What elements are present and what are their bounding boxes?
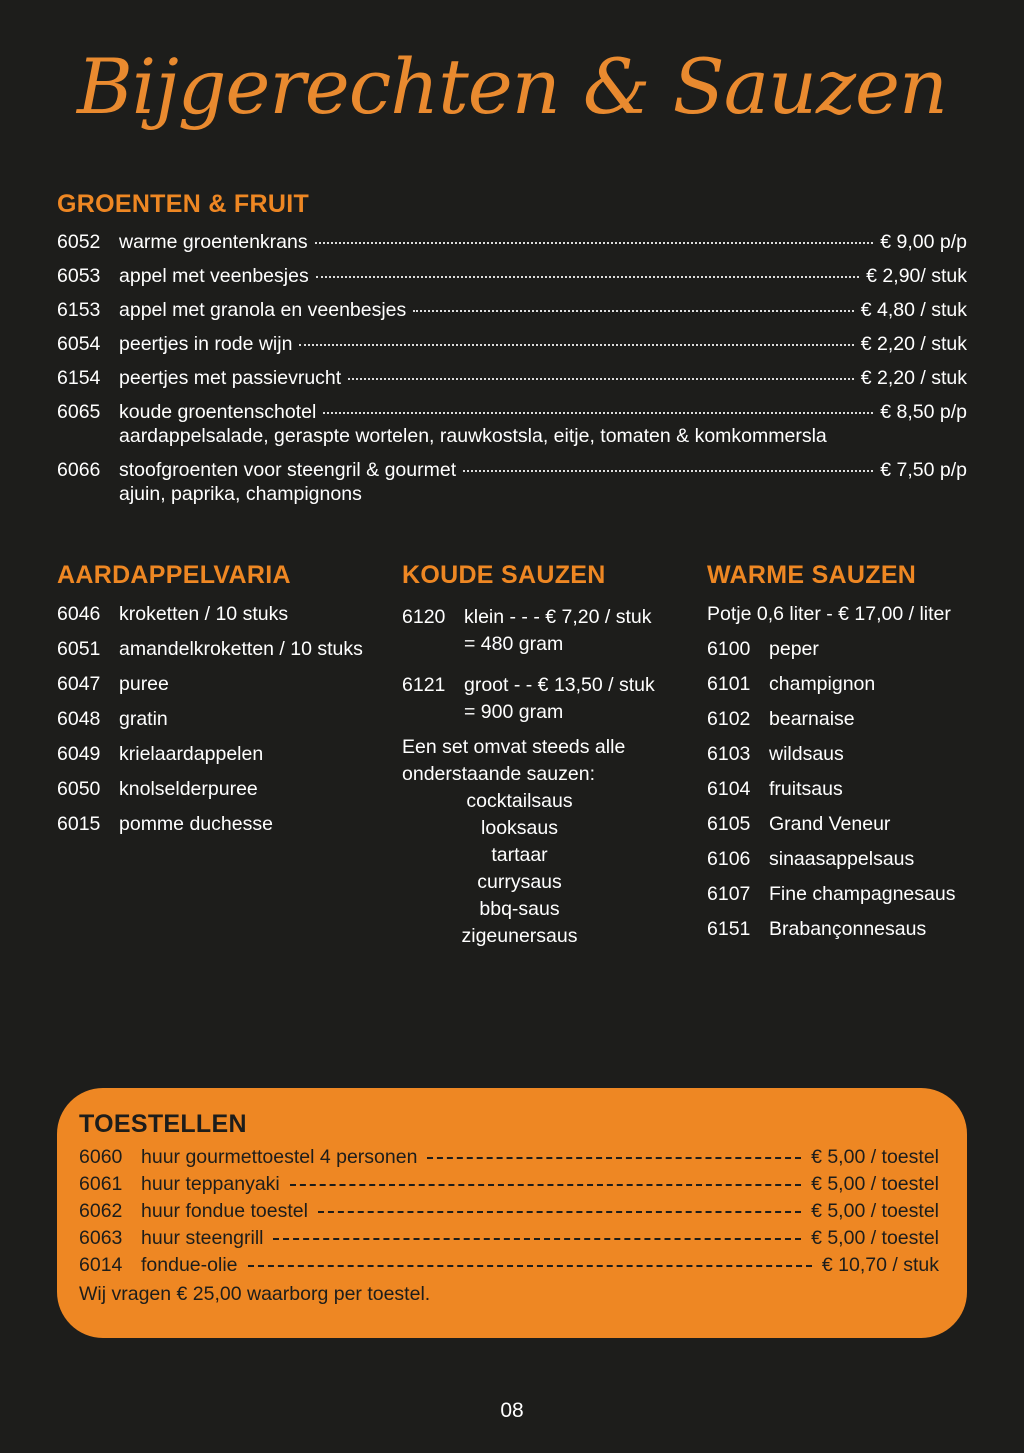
item-name: warme groentenkrans — [119, 231, 308, 253]
section-heading: KOUDE SAUZEN — [402, 561, 606, 589]
page-title: Bijgerechten & Sauzen — [77, 42, 947, 131]
item-code: 6050 — [57, 778, 101, 800]
price-intro: Potje 0,6 liter - € 17,00 / liter — [707, 603, 951, 625]
section-aardappelvaria — [57, 561, 402, 950]
dotted-leader — [348, 378, 854, 380]
item-code: 6060 — [79, 1146, 123, 1168]
item-code: 6047 — [57, 673, 101, 695]
menu-item — [707, 849, 967, 870]
item-name: peertjes met passievrucht — [119, 367, 342, 389]
item-code: 6103 — [707, 743, 751, 765]
dotted-leader — [323, 412, 873, 414]
section-koude-sauzen — [402, 561, 707, 950]
item-name: Grand Veneur — [769, 813, 891, 835]
menu-item — [57, 639, 402, 660]
three-column-section — [57, 561, 967, 950]
item-code: 6049 — [57, 743, 101, 765]
item-description: ajuin, paprika, champignons — [119, 483, 362, 505]
item-code: 6153 — [57, 299, 101, 321]
menu-item — [57, 814, 402, 835]
menu-item — [57, 232, 967, 253]
item-name: koude groentenschotel — [119, 401, 317, 423]
menu-item — [707, 779, 967, 800]
item-name: groot - - € 13,50 / stuk — [464, 674, 655, 696]
dashed-leader — [318, 1211, 801, 1213]
dashed-leader — [273, 1238, 801, 1240]
item-name: Brabançonnesaus — [769, 918, 927, 940]
dashed-leader — [427, 1157, 801, 1159]
item-code: 6063 — [79, 1227, 123, 1249]
item-price: € 2,20 / stuk — [860, 333, 967, 355]
item-name: gratin — [119, 708, 168, 730]
item-code: 6051 — [57, 638, 101, 660]
item-name: Fine champagnesaus — [769, 883, 956, 905]
item-name: huur teppanyaki — [141, 1173, 280, 1195]
item-name: champignon — [769, 673, 876, 695]
menu-item — [57, 604, 402, 625]
item-detail — [464, 672, 655, 726]
dashed-leader — [290, 1184, 801, 1186]
menu-item — [57, 460, 967, 481]
item-code: 6100 — [707, 638, 751, 660]
menu-item — [57, 744, 402, 765]
item-name: klein - - - € 7,20 / stuk — [464, 606, 652, 628]
section-warme-sauzen — [707, 561, 967, 950]
menu-item — [57, 402, 967, 423]
dotted-leader — [413, 310, 853, 312]
dotted-leader — [463, 470, 873, 472]
item-name: kroketten / 10 stuks — [119, 603, 289, 625]
menu-item — [707, 919, 967, 940]
menu-item — [707, 884, 967, 905]
item-price: € 8,50 p/p — [880, 401, 967, 423]
item-code: 6046 — [57, 603, 101, 625]
sauce-item: looksaus — [481, 817, 558, 839]
sauce-item: zigeunersaus — [461, 925, 578, 947]
dotted-leader — [299, 344, 853, 346]
item-price: € 2,20 / stuk — [860, 367, 967, 389]
menu-item — [707, 814, 967, 835]
item-price: € 5,00 / toestel — [811, 1173, 939, 1195]
menu-item — [707, 709, 967, 730]
item-name: sinaasappelsaus — [769, 848, 915, 870]
item-name: peper — [769, 638, 819, 660]
sauce-set-note: Een set omvat steeds alle onderstaande sauzen: — [402, 736, 626, 785]
item-name: amandelkroketten / 10 stuks — [119, 638, 363, 660]
sauce-item: bbq-saus — [479, 898, 560, 920]
item-weight: = 900 gram — [464, 701, 564, 723]
item-code: 6061 — [79, 1173, 123, 1195]
section-heading: AARDAPPELVARIA — [57, 561, 291, 589]
item-code: 6151 — [707, 918, 751, 940]
section-toestellen — [57, 1088, 967, 1338]
menu-item — [57, 300, 967, 321]
item-code: 6102 — [707, 708, 751, 730]
item-name: krielaardappelen — [119, 743, 264, 765]
item-name: bearnaise — [769, 708, 855, 730]
item-weight: = 480 gram — [464, 633, 564, 655]
dashed-leader — [248, 1265, 812, 1267]
item-code: 6062 — [79, 1200, 123, 1222]
item-detail — [464, 604, 652, 658]
sauce-item: cocktailsaus — [466, 790, 573, 812]
item-name: appel met granola en veenbesjes — [119, 299, 407, 321]
menu-item — [79, 1201, 939, 1222]
menu-item — [57, 266, 967, 287]
item-code: 6121 — [402, 674, 446, 696]
item-name: puree — [119, 673, 169, 695]
menu-item — [402, 604, 707, 658]
item-code: 6101 — [707, 673, 751, 695]
menu-item — [57, 368, 967, 389]
item-name: appel met veenbesjes — [119, 265, 309, 287]
section-heading: GROENTEN & FRUIT — [57, 190, 310, 218]
item-code: 6066 — [57, 459, 101, 481]
item-description: aardappelsalade, geraspte wortelen, rauwkostsla, eitje, tomaten & komkommersla — [119, 425, 827, 447]
item-code: 6015 — [57, 813, 101, 835]
menu-item — [707, 639, 967, 660]
item-code: 6048 — [57, 708, 101, 730]
item-name: huur gourmettoestel 4 personen — [141, 1146, 418, 1168]
sauce-item: currysaus — [477, 871, 562, 893]
item-name: fruitsaus — [769, 778, 843, 800]
item-name: huur steengrill — [141, 1227, 264, 1249]
item-price: € 5,00 / toestel — [811, 1146, 939, 1168]
item-name: wildsaus — [769, 743, 844, 765]
item-code: 6054 — [57, 333, 101, 355]
menu-item — [79, 1174, 939, 1195]
item-code: 6104 — [707, 778, 751, 800]
deposit-note: Wij vragen € 25,00 waarborg per toestel. — [79, 1283, 431, 1305]
menu-item — [707, 674, 967, 695]
menu-item — [57, 709, 402, 730]
item-name: huur fondue toestel — [141, 1200, 308, 1222]
item-price: € 7,50 p/p — [880, 459, 967, 481]
item-name: knolselderpuree — [119, 778, 258, 800]
menu-item — [79, 1228, 939, 1249]
item-code: 6105 — [707, 813, 751, 835]
menu-item — [57, 334, 967, 355]
sauce-list — [402, 788, 637, 950]
item-price: € 9,00 p/p — [880, 231, 967, 253]
item-code: 6107 — [707, 883, 751, 905]
item-name: pomme duchesse — [119, 813, 273, 835]
item-price: € 2,90/ stuk — [866, 265, 967, 287]
menu-item — [402, 672, 707, 726]
dotted-leader — [316, 276, 859, 278]
page-number: 08 — [500, 1399, 524, 1422]
item-code: 6106 — [707, 848, 751, 870]
item-price: € 5,00 / toestel — [811, 1200, 939, 1222]
menu-item — [79, 1255, 939, 1276]
item-code: 6014 — [79, 1254, 123, 1276]
item-code: 6052 — [57, 231, 101, 253]
item-name: fondue-olie — [141, 1254, 238, 1276]
item-code: 6053 — [57, 265, 101, 287]
item-price: € 10,70 / stuk — [821, 1254, 939, 1276]
menu-item — [57, 674, 402, 695]
section-heading: WARME SAUZEN — [707, 561, 917, 589]
item-code: 6065 — [57, 401, 101, 423]
section-groenten-fruit — [57, 190, 967, 505]
dotted-leader — [315, 242, 874, 244]
section-heading: TOESTELLEN — [79, 1110, 247, 1138]
item-name: peertjes in rode wijn — [119, 333, 293, 355]
menu-item — [79, 1147, 939, 1168]
item-price: € 4,80 / stuk — [860, 299, 967, 321]
menu-item — [707, 744, 967, 765]
sauce-item: tartaar — [491, 844, 548, 866]
menu-item — [57, 779, 402, 800]
item-price: € 5,00 / toestel — [811, 1227, 939, 1249]
item-name: stoofgroenten voor steengril & gourmet — [119, 459, 457, 481]
item-code: 6120 — [402, 606, 446, 628]
item-code: 6154 — [57, 367, 101, 389]
